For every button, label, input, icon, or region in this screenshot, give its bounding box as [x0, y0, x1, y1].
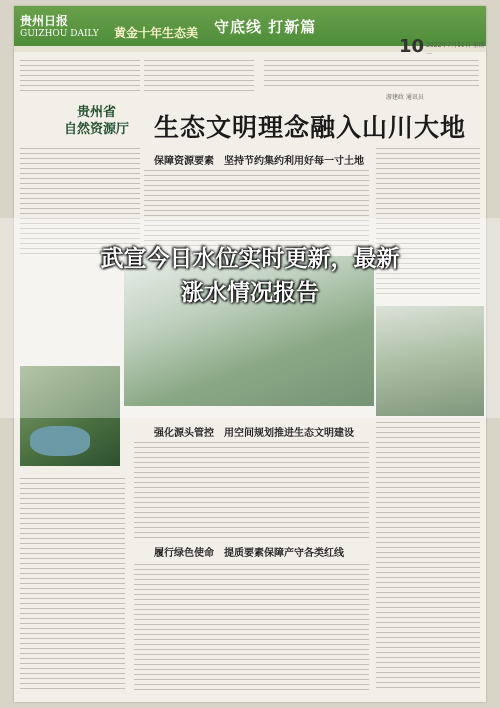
section-tag: 守底线 打新篇 [214, 18, 317, 36]
headline: 生态文明理念融入山川大地 [154, 113, 467, 142]
issue-date: 2022年7月11日 星期一 [426, 42, 485, 58]
section-label: 黄金十年生态美 [114, 26, 199, 40]
overlay-title-line-2: 涨水情况报告 [181, 280, 319, 306]
agency-line-2: 自然资源厅 [64, 122, 130, 137]
paper-name-cn: 贵州日报 [20, 14, 69, 28]
byline: 游建政 通讯员 [386, 94, 424, 101]
overlay-title-line-1: 武宣今日水位实时更新，最新 [100, 246, 400, 272]
agency-line-1: 贵州省 [77, 105, 117, 120]
paper-name-en: GUIZHOU DAILY [20, 29, 99, 39]
page-number: 10 [399, 36, 425, 57]
subhead-3: 履行绿色使命 提质要素保障产守各类红线 [154, 548, 344, 559]
subhead-2: 强化源头管控 用空间规划推进生态文明建设 [154, 428, 354, 439]
subhead-1: 保障资源要素 坚持节约集约利用好每一寸土地 [154, 156, 364, 167]
